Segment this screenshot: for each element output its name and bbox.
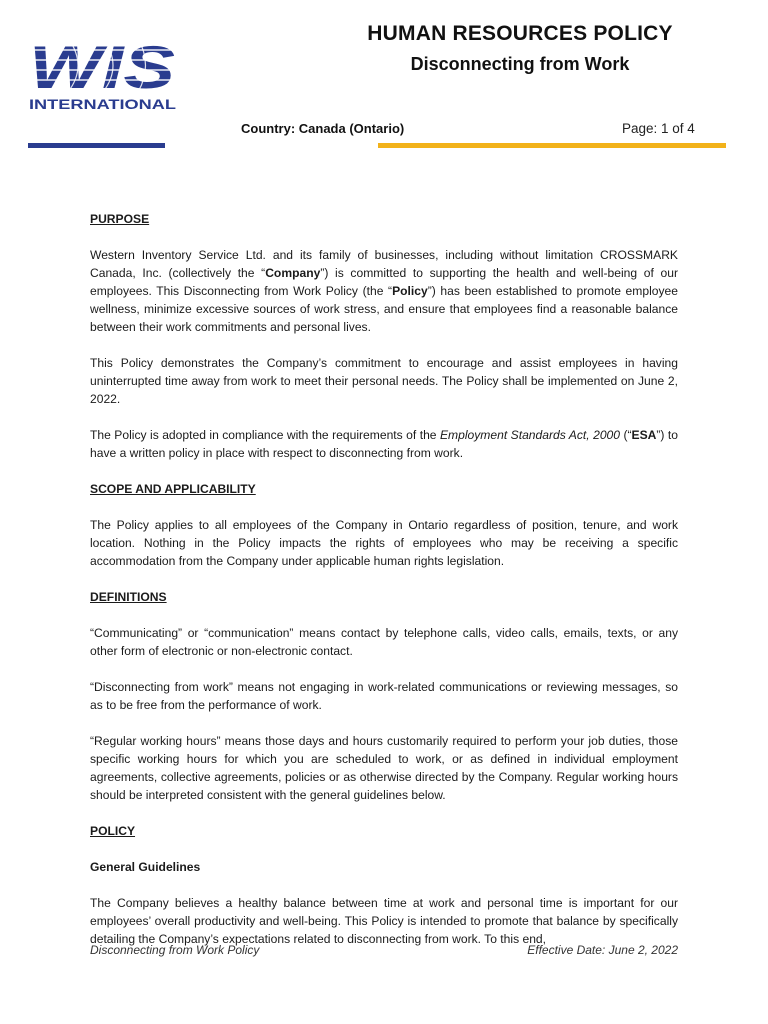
purpose-paragraph-2: This Policy demonstrates the Company’s commitment to encourage and assist employees in having uninterrupted time away from work to meet their personal needs. The Policy shall be implemented on June 2, 2022. [90, 356, 678, 406]
definition-regular-hours: “Regular working hours” means those days and hours customarily required to perform your job duties, those specific working hours for which you are scheduled to work, or as defined in individual employment agreements, collective agreements, policies or as otherwise directed by the Company. Regular working hours should be interpreted consistent with the general guidelines below. [90, 734, 678, 802]
definitions-heading: DEFINITIONS [90, 590, 167, 604]
purpose-paragraph-1: Western Inventory Service Ltd. and its family of businesses, including without limitation CROSSMARK Canada, Inc. (collectively the “Company”) is committed to supporting the health and well-being of our employees. This Disconnecting from Work Policy (the “Policy”) has been established to promote employee wellness, minimize excessive sources of work stress, and ensure that employees find a reasonable balance between their work commitments and personal lives. [90, 248, 678, 334]
scope-paragraph: The Policy applies to all employees of the Company in Ontario regardless of position, tenure, and work location. Nothing in the Policy impacts the rights of employees who may be receiving a specific accommodation from the Company under applicable human rights legislation. [90, 518, 678, 568]
country-label: Country: Canada (Ontario) [241, 121, 405, 136]
wis-international-logo [28, 36, 178, 116]
header-accent-bar [378, 143, 726, 148]
definition-disconnecting: “Disconnecting from work” means not engaging in work-related communications or reviewing messages, so as to be free from the performance of work. [90, 680, 678, 712]
definition-communicating: “Communicating” or “communication” means contact by telephone calls, video calls, emails, texts, or any other form of electronic or non-electronic contact. [90, 626, 678, 658]
document-title: HUMAN RESOURCES POLICY [367, 22, 673, 45]
guidelines-paragraph: The Company believes a healthy balance between time at work and personal time is important for our employees’ overall productivity and well-being. This Policy is intended to promote that balance by specifically detailing the Company’s expectations related to disconnecting from work. To this end, [90, 896, 678, 946]
general-guidelines-heading: General Guidelines [90, 860, 201, 874]
document-subtitle: Disconnecting from Work [410, 54, 630, 74]
document-body [90, 210, 678, 948]
footer-effective-date: Effective Date: June 2, 2022 [527, 943, 678, 957]
svg-text:WIS: WIS [29, 36, 175, 101]
scope-heading: SCOPE AND APPLICABILITY [90, 482, 256, 496]
policy-heading: POLICY [90, 824, 136, 838]
page-number: Page: 1 of 4 [622, 121, 695, 136]
footer-policy-name: Disconnecting from Work Policy [90, 943, 260, 957]
svg-text:INTERNATIONAL: INTERNATIONAL [29, 97, 176, 112]
purpose-paragraph-3: The Policy is adopted in compliance with the requirements of the Employment Standards Act, 2000 (“ESA”) to have a written policy in place with respect to disconnecting from work. [90, 428, 678, 460]
purpose-heading: PURPOSE [90, 212, 150, 226]
logo-underline-bar [28, 143, 165, 148]
